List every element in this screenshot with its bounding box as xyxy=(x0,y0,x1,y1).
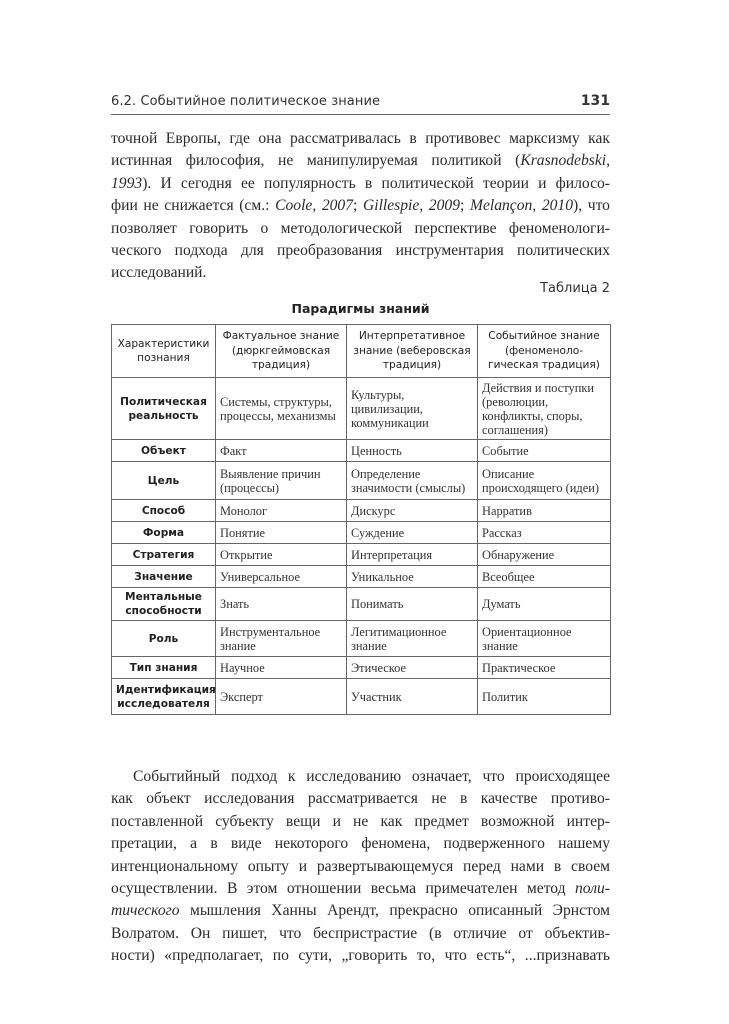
table-row xyxy=(112,544,611,566)
row-label: Цель xyxy=(112,462,216,500)
event-cell: Практическое xyxy=(478,657,611,679)
text-line: тического мышления Ханны Арендт, прекрасно описанный Эрнстом xyxy=(111,902,610,920)
interpretive-cell: Участник xyxy=(347,679,478,715)
interpretive-cell: Культуры, цивилизации, коммуникации xyxy=(347,378,478,440)
factual-cell: Знать xyxy=(216,588,347,621)
text-line: исследований. xyxy=(111,264,207,282)
row-label: Ментальные способности xyxy=(112,588,216,621)
row-label: Объект xyxy=(112,440,216,462)
interpretive-cell: Интерпретация xyxy=(347,544,478,566)
table-row xyxy=(112,679,611,715)
event-cell: Всеобщее xyxy=(478,566,611,588)
event-cell: Обнаружение xyxy=(478,544,611,566)
text-line: фии не снижается (см.: Coole, 2007; Gillespie, 2009; Melançon, 2010), что xyxy=(111,197,610,215)
table-title: Парадигмы знаний xyxy=(291,301,430,316)
event-cell: Событие xyxy=(478,440,611,462)
event-cell: Рассказ xyxy=(478,522,611,544)
text-line: 1993). И сегодня ее популярность в политической теории и филосо- xyxy=(111,174,610,192)
table-header-row xyxy=(112,325,611,378)
event-cell: Действия и поступки (революции, конфликты, споры, соглашения) xyxy=(478,378,611,440)
paragraph-2 xyxy=(111,766,610,968)
factual-cell: Монолог xyxy=(216,500,347,522)
row-label: Форма xyxy=(112,522,216,544)
row-label: Тип знания xyxy=(112,657,216,679)
paradigms-table xyxy=(111,324,611,715)
interpretive-cell: Суждение xyxy=(347,522,478,544)
column-header: Характеристики познания xyxy=(112,325,216,378)
table-row xyxy=(112,657,611,679)
factual-cell: Системы, структуры, процессы, механизмы xyxy=(216,378,347,440)
row-label: Идентификация исследователя xyxy=(112,679,216,715)
paragraph-1 xyxy=(111,128,610,285)
interpretive-cell: Легитимационное знание xyxy=(347,621,478,657)
table-row xyxy=(112,500,611,522)
table-row xyxy=(112,522,611,544)
interpretive-cell: Этическое xyxy=(347,657,478,679)
table-row xyxy=(112,440,611,462)
interpretive-cell: Ценность xyxy=(347,440,478,462)
text-line: осуществлении. В этом отношении весьма примечателен метод поли- xyxy=(111,879,610,897)
table-row xyxy=(112,588,611,621)
factual-cell: Понятие xyxy=(216,522,347,544)
text-line: интенциональному опыту и развертывающемуся перед нами в своем xyxy=(111,857,610,875)
event-cell: Думать xyxy=(478,588,611,621)
row-label: Политическая реальность xyxy=(112,378,216,440)
interpretive-cell: Дискурс xyxy=(347,500,478,522)
table-row xyxy=(112,378,611,440)
interpretive-cell: Уникальное xyxy=(347,566,478,588)
event-cell: Ориентационное знание xyxy=(478,621,611,657)
factual-cell: Универсальное xyxy=(216,566,347,588)
interpretive-cell: Понимать xyxy=(347,588,478,621)
row-label: Способ xyxy=(112,500,216,522)
table-row xyxy=(112,621,611,657)
table-row xyxy=(112,566,611,588)
factual-cell: Факт xyxy=(216,440,347,462)
interpretive-cell: Определение значимости (смыслы) xyxy=(347,462,478,500)
factual-cell: Инструментальное знание xyxy=(216,621,347,657)
row-label: Стратегия xyxy=(112,544,216,566)
text-line: как объект исследования рассматривается не в качестве противо- xyxy=(111,790,610,808)
factual-cell: Открытие xyxy=(216,544,347,566)
row-label: Роль xyxy=(112,621,216,657)
text-line: Событийный подход к исследованию означает, что происходящее xyxy=(133,768,610,785)
text-line: точной Европы, где она рассматривалась в противовес марксизму как xyxy=(111,130,610,147)
event-cell: Политик xyxy=(478,679,611,715)
chapter-section-title: 6.2. Событийное политическое знание xyxy=(111,94,381,109)
page-number: 131 xyxy=(580,93,610,109)
column-header: Фактуальное знание (дюркгеймовская традиция) xyxy=(216,325,347,378)
factual-cell: Эксперт xyxy=(216,679,347,715)
event-cell: Описание происходящего (идеи) xyxy=(478,462,611,500)
factual-cell: Научное xyxy=(216,657,347,679)
text-line: претации, а в виде некоторого феномена, подверженного нашему xyxy=(111,835,610,853)
text-line: Волратом. Он пишет, что беспристрастие (в отличие от объектив- xyxy=(111,924,610,942)
event-cell: Нарратив xyxy=(478,500,611,522)
column-header: Интерпретативное знание (веберовская традиция) xyxy=(347,325,478,378)
factual-cell: Выявление причин (процессы) xyxy=(216,462,347,500)
running-head xyxy=(111,92,610,115)
row-label: Значение xyxy=(112,566,216,588)
text-line: истинная философия, не манипулируемая политикой (Krasnodebski, xyxy=(111,152,610,170)
text-line: ности) «предполагает, по сути, „говорить то, что есть“, ...признавать xyxy=(111,947,610,965)
table-number: Таблица 2 xyxy=(540,281,610,296)
column-header: Событийное знание (феноменоло-гическая традиция) xyxy=(478,325,611,378)
text-line: поставленной субъекту вещи и не как предмет возможной интер- xyxy=(111,812,610,830)
text-line: позволяет говорить о методологической перспективе феноменологи- xyxy=(111,219,610,237)
text-line: ческого подхода для преобразования инструментария политических xyxy=(111,241,610,259)
table-row xyxy=(112,462,611,500)
